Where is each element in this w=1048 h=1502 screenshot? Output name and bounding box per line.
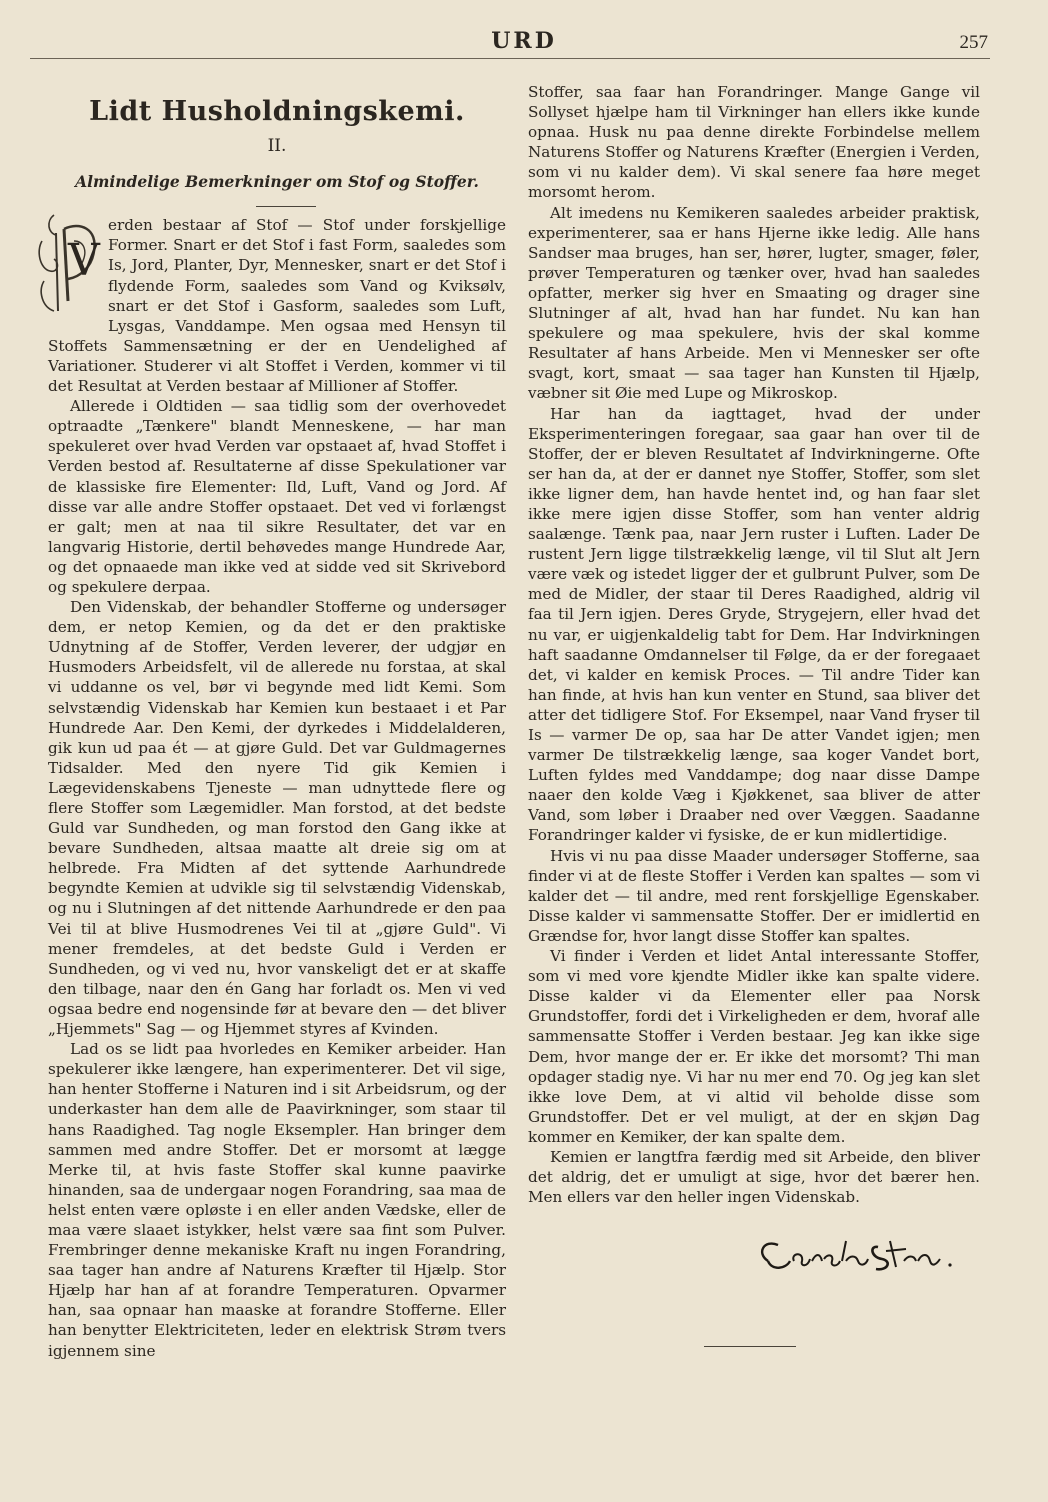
header-rule [30,58,990,59]
right-column [528,82,980,1347]
end-divider [704,1346,796,1347]
article-paragraph: Den Videnskab, der behandler Stofferne og undersøger dem, er netop Kemien, og da det er den praktiske Udnytning af de Stoffer, Verden leverer, der udgjør en Husmoders Arbeidsfelt, vil de allerede nu forstaa, at skal vi uddanne os vel, bør vi begynde med lidt Kemi. Som selvstændig Videnskab har Kemien kun bestaaet i et Par Hundrede Aar. Den Kemi, der dyrkedes i Middelalderen, gik kun ud paa ét — at gjøre Guld. Det var Guldmagernes Tidsalder. Med den nyere Tid gik Kemien i Lægevidenskabens Tjeneste — man udnyttede flere og flere Stoffer som Lægemidler. Man forstod, at det bedste Guld var Sundheden, og man forstod den Gang ikke at bevare Sundheden, altsaa maatte alt dreie sig om at helbrede. Fra Midten af det syttende Aarhundrede begyndte Kemien at udvikle sig til selvstændig Videnskab, og nu i Slutningen af det nittende Aarhundrede er den paa Vei til at blive Husmodrenes Vei til at „gjøre Guld". Vi mener fremdeles, at det bedste Guld i Verden er Sundheden, og vi ved nu, hvor vanskeligt det er at skaffe den tilbage, naar den én Gang har forladt os. Men vi ved ogsaa bedre end nogensinde før at bevare den — det bliver „Hjemmets" Sag — og Hjemmet styres af Kvinden. [48,598,506,1039]
article-part-number: II. [267,136,287,157]
first-paragraph [48,207,506,396]
page-number: 257 [959,32,988,53]
article-paragraph: Har han da iagttaget, hvad der under Eksperimenteringen foregaar, saa gaar han over til de Stoffer, der er bleven Resultatet af Indvirkningerne. Ofte ser han da, at der er dannet nye Stoffer, Stoffer, som slet ikke ligner dem, han havde hentet ind, og han faar slet ikke mere igjen disse Stoffer, som han venter aldrig saalænge. Tænk paa, naar Jern ruster i Luften. Lader De rustent Jern ligge tilstrækkelig længe, vil til Slut alt Jern være væk og istedet ligger der et gulbrunt Pulver, som De med de Midler, der staar til Deres Raadighed, aldrig vil faa til Jern igjen. Deres Gryde, Strygejern, eller hvad det nu var, er uigjenkaldelig tabt for Dem. Har Indvirkningen haft saadanne Omdannelser til Følge, da er der foregaaet det, vi kalder en kemisk Proces. — Til andre Tider kan han finde, at hvis han kun venter en Stund, saa bliver det atter det tidligere Stof. For Eksempel, naar Vand fryser til Is — varmer De op, saa har De atter Vandet igjen; men varmer De tilstrækkelig længe, saa koger Vandet bort, Luften fyldes med Vanddampe; dog naar disse Dampe naaer den kolde Væg i Kjøkkenet, saa bliver de atter Vand, som løber i Draaber ned over Væggen. Saadanne Forandringer kalder vi fysiske, de er kun midlertidige. [528,404,980,845]
ornamental-dropcap-icon [34,211,102,319]
article-paragraph: Vi finder i Verden et lidet Antal interessante Stoffer, som vi med vore kjendte Midler ikke kan spalte videre. Disse kalder vi da Elementer eller paa Norsk Grundstoffer, fordi det i Virkeligheden er dem, hvoraf alle sammensatte Stoffer i Verden bestaar. Jeg kan ikke sige Dem, hvor mange der er. Er ikke det morsomt? Thi man opdager stadig nye. Vi har nu mer end 70. Og jeg kan slet ikke love Dem, at vi altid vil beholde disse som Grundstoffer. Det er vel muligt, at der en skjøn Dag kommer en Kemiker, der kan spalte dem. [528,947,980,1146]
article-subtitle: Almindelige Bemerkninger om Stof og Stoffer. [75,172,479,192]
article-paragraph: erden bestaar af Stof — Stof under forskjellige Former. Snart er det Stof i fast Form, saaledes som Is, Jord, Planter, Dyr, Mennesker, snart er det Stof i flydende Form, saaledes som Vand og Kviksølv, snart er det Stof i Gasform, saaledes som Luft, Lysgas, Vanddampe. Men ogsaa med Hensyn til Stoffets Sammensætning er der en Uendelighed af Variationer. Studerer vi alt Stoffet i Verden, kommer vi til det Resultat at Verden bestaar af Millioner af Stoffer. [48,216,506,396]
article-paragraph: Lad os se lidt paa hvorledes en Kemiker arbeider. Han spekulerer ikke længere, han experimenterer. Det vil sige, han henter Stofferne i Naturen ind i sit Arbeidsrum, og der underkaster han dem alle de Paavirkninger, som staar til hans Raadighed. Tag nogle Eksempler. Han bringer dem sammen med andre Stoffer. Det er morsomt at lægge Merke til, at hvis faste Stoffer skal kunne paavirke hinanden, saa de undergaar nogen Forandring, saa maa de helst enten være opløste i en eller anden Vædske, eller de maa være slaaet istykker, helst være saa fint som Pulver. Frembringer denne mekaniske Kraft nu ingen Forandring, saa tager han andre af Naturens Kræfter til Hjælp. Stor Hjælp har han af at forandre Temperaturen. Opvarmer han, saa opnaar han maaske at forandre Stofferne. Eller han benytter Elektriciteten, leder en elektrisk Strøm tvers igjennem sine [48,1040,506,1360]
article-paragraph: Allerede i Oldtiden — saa tidlig som der overhovedet optraadte „Tænkere" blandt Menneskene, — har man spekuleret over hvad Verden var opstaaet af, hvad Stoffet i Verden bestod af. Resultaterne af disse Spekulationer var de klassiske fire Elementer: Ild, Luft, Vand og Jord. Af disse var alle andre Stoffer opstaaet. Det ved vi forlængst er galt; men at naa til sikre Resultater, det var en langvarig Historie, dertil behøvedes mange Hundrede Aar, og det opnaaede man ikke ved at sidde ved sit Skrivebord og spekulere derpaa. [48,397,506,596]
article-title: Lidt Husholdningskemi. [89,96,465,127]
article-paragraph: Kemien er langtfra færdig med sit Arbeide, den bliver det aldrig, det er umuligt at sige, hvor det bærer hen. Men ellers var den heller ingen Videnskab. [528,1147,980,1207]
left-column [48,82,506,1361]
article-paragraph: Stoffer, saa faar han Forandringer. Mange Gange vil Sollyset hjælpe ham til Virkninger han ellers ikke kunde opnaa. Husk nu paa denne direkte Forbindelse mellem Naturens Stoffer og Naturens Kræfter (Energien i Verden, som vi nu kalder dem). Vi skal senere faa høre meget morsomt herom. [528,83,980,202]
masthead: URD [491,28,557,54]
handwritten-signature [750,1231,960,1281]
dropcap-letter: V [68,235,100,287]
article-paragraph: Hvis vi nu paa disse Maader undersøger Stofferne, saa finder vi at de fleste Stoffer i Verden kan spaltes — som vi kalder det — til andre, med rent forskjellige Egenskaber. Disse kalder vi sammensatte Stoffer. Der er imidlertid en Grændse for, hvor langt disse Stoffer kan spaltes. [528,846,980,945]
article-paragraph: Alt imedens nu Kemikeren saaledes arbeider praktisk, experimenterer, saa er hans Hjerne ikke ledig. Alle hans Sandser maa bruges, han ser, hører, lugter, smager, føler, prøver Temperaturen og tænker over, hvad han saaledes opfatter, merker sig hver en Smaating og drager sine Slutninger af alt, hvad han har fundet. Nu kan han spekulere og maa spekulere, hvis der skal komme Resultater af hans Arbeide. Men vi Mennesker ser ofte svagt, kort, smaat — saa tager han Kunsten til Hjælp, væbner sit Øie med Lupe og Mikroskop. [528,203,980,403]
